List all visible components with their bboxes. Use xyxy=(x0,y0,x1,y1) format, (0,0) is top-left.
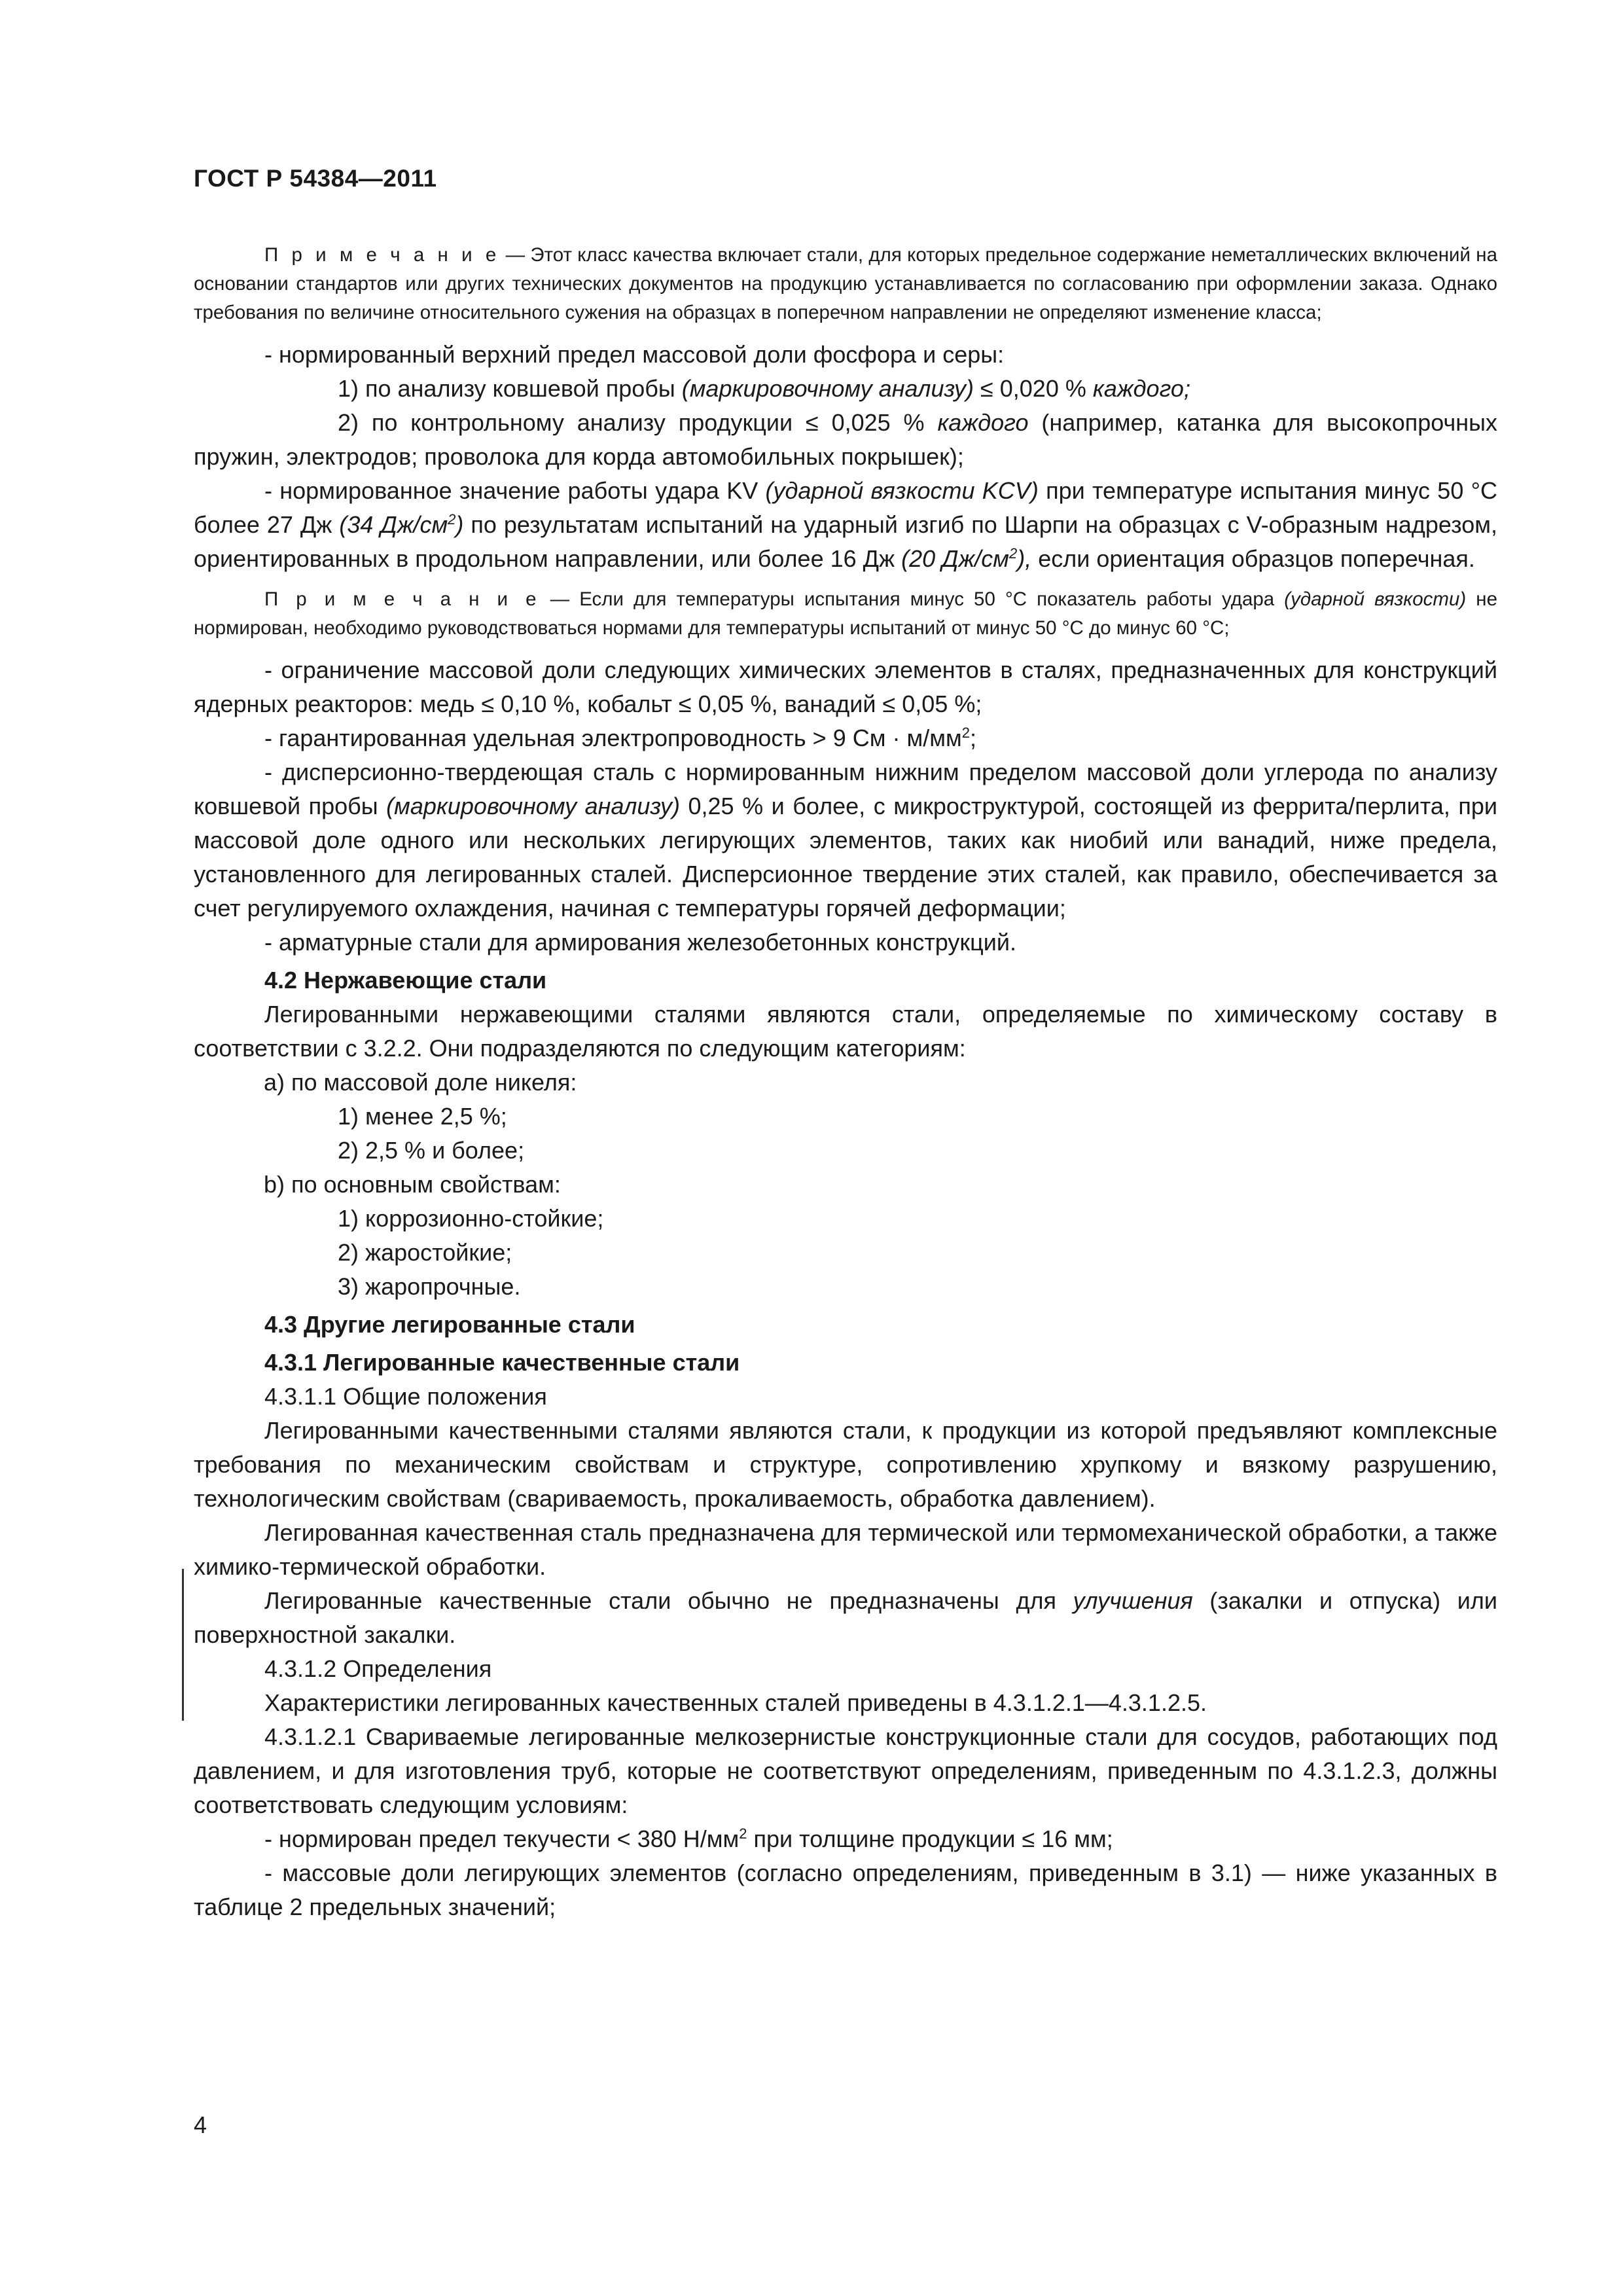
text-run: ≤ 0,020 % xyxy=(974,375,1093,402)
section-4-3-heading: 4.3 Другие легированные стали xyxy=(264,1311,635,1338)
italic-run: каждого; xyxy=(1092,375,1190,402)
italic-run: (маркировочному анализу) xyxy=(681,375,974,402)
italic-run xyxy=(339,511,463,538)
text-run: - нормирован предел текучести < 380 Н/мм xyxy=(264,1825,740,1852)
text-run: по результатам испытаний на ударный изгиб по Шарпи на образцах с V-образным надрезом, ориентированных в продольном направлении, или более 16 Дж xyxy=(194,511,1497,572)
list-item: 3) жаропрочные. xyxy=(338,1273,521,1300)
italic-run: улучшения xyxy=(1073,1587,1193,1614)
nuclear-limits: - ограничение массовой доли следующих химических элементов в сталях, предназначенных для конструкций ядерных реакторов: медь ≤ 0,10 %, кобальт ≤ 0,05 %, ванадий ≤ 0,05 %; xyxy=(194,656,1497,717)
text-run: если ориентация образцов поперечная. xyxy=(1031,545,1475,572)
text-run: (закалки и отпуска) или поверхностной закалки. xyxy=(194,1587,1497,1648)
text-run: Легированные качественные стали обычно не предназначены для xyxy=(264,1587,1073,1614)
note-label: П р и м е ч а н и е xyxy=(264,244,501,266)
paragraph xyxy=(194,1584,1497,1652)
text-run: 1) по анализу ковшевой пробы xyxy=(338,375,682,402)
text-run: (например, катанка для высокопрочных пружин, электродов; проволока для корда автомобильных покрышек); xyxy=(194,409,1497,470)
italic-run: (маркировочному анализу) xyxy=(386,793,680,819)
paragraph: Характеристики легированных качественных сталей приведены в 4.3.1.2.1—4.3.1.2.5. xyxy=(264,1689,1207,1716)
rebar-steels: - арматурные стали для армирования железобетонных конструкций. xyxy=(264,929,1017,956)
italic-run: каждого xyxy=(937,409,1029,436)
italic-run: (ударной вязкости) xyxy=(1284,588,1467,610)
text-run: - нормированное значение работы удара KV xyxy=(264,477,766,504)
text-run: ) xyxy=(455,511,464,538)
italic-run: (ударной вязкости KCV) xyxy=(765,477,1039,504)
page-body xyxy=(194,241,1497,1924)
phosphorus-intro: - нормированный верхний предел массовой доли фосфора и серы: xyxy=(264,341,1005,368)
change-marker-bar xyxy=(182,1569,184,1721)
note-2 xyxy=(194,585,1497,643)
text-run: (20 Дж/см xyxy=(901,545,1009,572)
section-4-3-1-heading: 4.3.1 Легированные качественные стали xyxy=(264,1349,740,1376)
text-run: ), xyxy=(1017,545,1032,572)
superscript: 2 xyxy=(961,725,970,741)
text-run: - дисперсионно-твердеющая сталь с нормированным нижним пределом массовой доли углерода по анализу ковшевой пробы xyxy=(194,759,1497,819)
text-run: не нормирован, необходимо руководствоваться нормами для температуры испытаний от минус 50 °С до минус 60 °С; xyxy=(194,588,1497,639)
phosphorus-item-1 xyxy=(194,372,1497,406)
paragraph: Легированная качественная сталь предназначена для термической или термомеханической обработки, а также химико-термической обработки. xyxy=(194,1519,1497,1580)
superscript: 2 xyxy=(739,1825,747,1842)
list-item: b) по основным свойствам: xyxy=(264,1171,561,1198)
subsection-4-3-1-2: 4.3.1.2 Определения xyxy=(264,1655,492,1682)
text-run: (34 Дж/см xyxy=(339,511,448,538)
note-1 xyxy=(194,241,1497,327)
section-4-2-heading: 4.2 Нержавеющие стали xyxy=(264,967,547,994)
text-run: 2) по контрольному анализу продукции ≤ 0,025 % xyxy=(338,409,938,436)
text-run: — Если для температуры испытания минус 50 °С показатель работы удара xyxy=(540,588,1285,610)
text-run: - гарантированная удельная электропроводность > 9 См · м/мм xyxy=(264,725,962,751)
subsection-4-3-1-1: 4.3.1.1 Общие положения xyxy=(264,1383,547,1410)
list-item: 2) 2,5 % и более; xyxy=(338,1137,525,1164)
list-item: 1) менее 2,5 %; xyxy=(338,1103,507,1130)
text-run: при толщине продукции ≤ 16 мм; xyxy=(747,1825,1113,1852)
list-item: 1) коррозионно-стойкие; xyxy=(338,1205,604,1232)
italic-run xyxy=(901,545,1031,572)
paragraph: Легированными качественными сталями являются стали, к продукции из которой предъявляют комплексные требования по механическим свойствам и структуре, сопротивлению хрупкому и вязкому разрушению, технологическим свойствам (свариваемость, прокаливаемость, обработка давлением). xyxy=(194,1417,1497,1512)
standard-header: ГОСТ Р 54384—2011 xyxy=(194,165,437,192)
impact-energy-requirement xyxy=(194,474,1497,576)
page-number: 4 xyxy=(194,2111,207,2138)
note-text: — Этот класс качества включает стали, для которых предельное содержание неметаллических включений на основании стандартов или других технических документов на продукцию устанавливается по согласованию при оформлении заказа. Однако требования по величине относительного сужения на образцах в поперечном направлении не определяют изменение класса; xyxy=(194,244,1497,323)
paragraph: - массовые доли легирующих элементов (согласно определениям, приведенным в 3.1) — ниже указанных в таблице 2 предельных значений; xyxy=(194,1859,1497,1920)
text-run: ; xyxy=(969,725,976,751)
text-run: 0,25 % и более, с микроструктурой, состоящей из феррита/перлита, при массовой доле одного или нескольких легирующих элементов, таких как ниобий или ванадий, ниже предела, установленного для легированных сталей. Дисперсионное твердение этих сталей, как правило, обеспечивается за счет регулируемого охлаждения, начиная с температуры горячей деформации; xyxy=(194,793,1497,922)
superscript: 2 xyxy=(448,511,456,528)
conductivity xyxy=(194,721,1497,755)
dispersion-hardening xyxy=(194,755,1497,925)
section-4-2-intro: Легированными нержавеющими сталями являются стали, определяемые по химическому составу в соответствии с 3.2.2. Они подразделяются по следующим категориям: xyxy=(194,1001,1497,1062)
paragraph: 4.3.1.2.1 Свариваемые легированные мелкозернистые конструкционные стали для сосудов, работающих под давлением, и для изготовления труб, которые не соответствуют определениям, приведенным по 4.3.1.2.3, должны соответствовать следующим условиям: xyxy=(194,1723,1497,1818)
list-item: a) по массовой доле никеля: xyxy=(264,1069,577,1096)
text-run: при температуре испытания минус 50 °С более 27 Дж xyxy=(194,477,1497,538)
paragraph xyxy=(194,1822,1497,1856)
superscript: 2 xyxy=(1008,545,1018,562)
phosphorus-item-2 xyxy=(194,406,1497,474)
list-item: 2) жаростойкие; xyxy=(338,1239,512,1266)
note-label: П р и м е ч а н и е xyxy=(264,588,541,610)
